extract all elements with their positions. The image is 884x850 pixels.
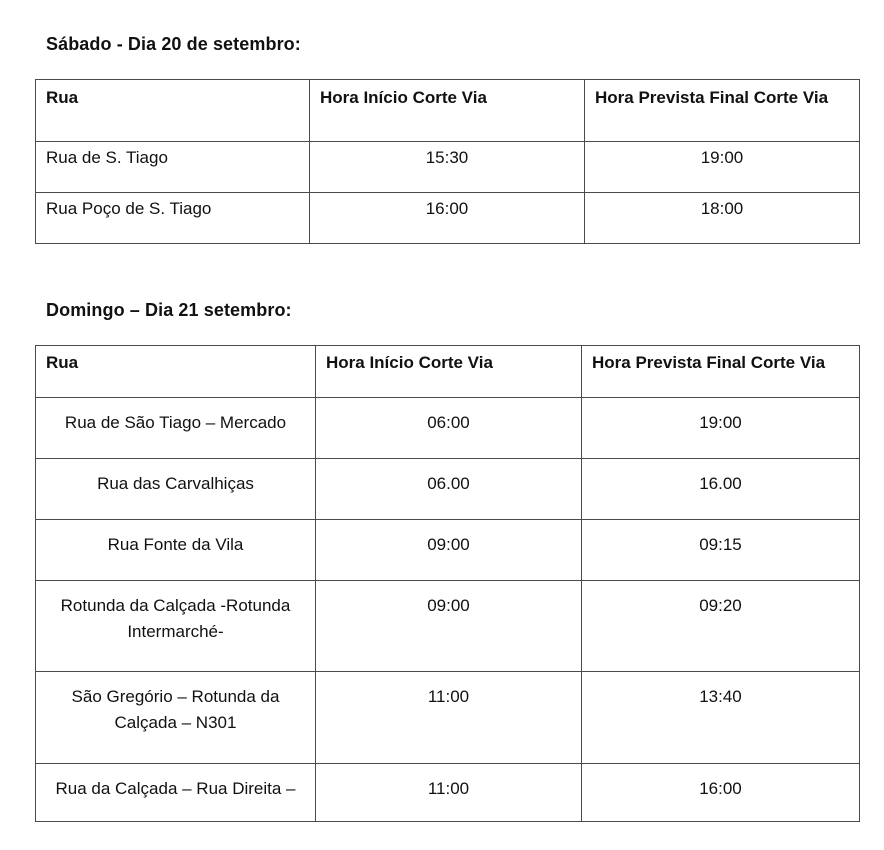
header-start-time: Hora Início Corte Via: [316, 346, 582, 398]
start-time-cell: 16:00: [310, 193, 585, 244]
start-time-cell: 15:30: [310, 142, 585, 193]
saturday-closures-table: [35, 79, 860, 244]
end-time-cell: 18:00: [585, 193, 860, 244]
table-row: [36, 193, 860, 244]
end-time-cell: 16.00: [582, 459, 860, 520]
header-street: Rua: [36, 80, 310, 142]
table-row: [36, 764, 860, 822]
street-cell: Rua das Carvalhiças: [36, 459, 316, 520]
header-street: Rua: [36, 346, 316, 398]
street-cell: Rua da Calçada – Rua Direita –: [36, 764, 316, 822]
street-cell: Rua de São Tiago – Mercado: [36, 398, 316, 459]
table-row: [36, 672, 860, 764]
table-row: [36, 520, 860, 581]
start-time-cell: 09:00: [316, 520, 582, 581]
start-time-cell: 09:00: [316, 581, 582, 672]
start-time-cell: 06.00: [316, 459, 582, 520]
end-time-cell: 19:00: [582, 398, 860, 459]
sunday-heading: Domingo – Dia 21 setembro:: [46, 300, 292, 320]
start-time-cell: 11:00: [316, 672, 582, 764]
street-cell: Rua Fonte da Vila: [36, 520, 316, 581]
table-row: [36, 142, 860, 193]
sunday-closures-table: [35, 345, 860, 822]
end-time-cell: 09:20: [582, 581, 860, 672]
table-row: [36, 581, 860, 672]
header-end-time: Hora Prevista Final Corte Via: [582, 346, 860, 398]
table-row: [36, 459, 860, 520]
table-row: [36, 398, 860, 459]
street-cell: Rotunda da Calçada -Rotunda Intermarché-: [36, 581, 316, 672]
end-time-cell: 16:00: [582, 764, 860, 822]
end-time-cell: 19:00: [585, 142, 860, 193]
header-end-time: Hora Prevista Final Corte Via: [585, 80, 860, 142]
header-start-time: Hora Início Corte Via: [310, 80, 585, 142]
street-cell: São Gregório – Rotunda da Calçada – N301: [36, 672, 316, 764]
start-time-cell: 06:00: [316, 398, 582, 459]
start-time-cell: 11:00: [316, 764, 582, 822]
table-header-row: [36, 346, 860, 398]
street-cell: Rua de S. Tiago: [36, 142, 310, 193]
street-cell: Rua Poço de S. Tiago: [36, 193, 310, 244]
table-header-row: [36, 80, 860, 142]
end-time-cell: 09:15: [582, 520, 860, 581]
saturday-heading: Sábado - Dia 20 de setembro:: [46, 34, 301, 54]
end-time-cell: 13:40: [582, 672, 860, 764]
